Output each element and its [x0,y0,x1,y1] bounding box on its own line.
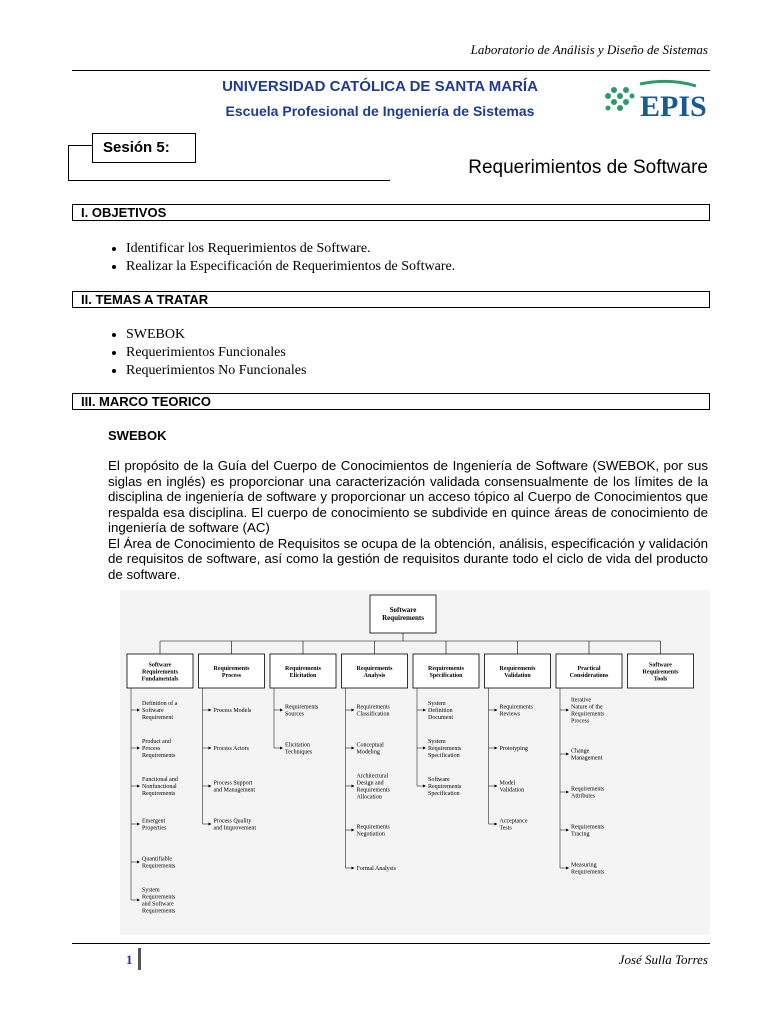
arrow [495,747,498,750]
arrow [352,867,355,870]
session-frame-left [68,145,69,180]
arrow [566,753,569,756]
subtopic-label: System Requirements and Software Requirements [142,887,176,915]
subtopic-label: Formal Analysis [356,866,397,872]
footer-rule [72,943,710,944]
subtopic-label: Model Validation [499,780,525,794]
category-label: Requirements Process [213,666,250,679]
subtopic-label: Product and Process Requirements [142,739,176,759]
page-title: Requerimientos de Software [468,157,708,178]
arrow [495,785,498,788]
subtopic-label: Definition of a Software Requirement [142,701,178,721]
arrow [352,747,355,750]
subtopic-label: Process Actors [213,746,249,752]
subtopic-label: Requirements Classification [356,704,390,718]
session-frame-top [68,145,92,146]
arrow [137,823,140,826]
arrow [137,709,140,712]
subtopic-label: Requirements Reviews [499,704,533,718]
arrow [352,785,355,788]
category-label: Requirements Specification [428,666,464,679]
arrow [566,709,569,712]
page-number: 1 [126,952,133,967]
subtopic-label: Iterative Nature of the Requirements Process [571,697,605,725]
footer-author: José Sulla Torres [618,952,708,967]
list-item: • Requerimientos Funcionales [126,344,306,362]
subtopic-label: Measuring Requirements [571,862,605,876]
arrow [423,709,426,712]
category-label: Requirements Elicitation [285,666,321,679]
section-heading-objetivos: I. OBJETIVOS [72,204,710,221]
running-header: Laboratorio de Análisis y Diseño de Sistemas [470,42,708,57]
subtopic-label: Elicitation Techniques [285,742,313,756]
subtopic-label: Process Models [213,708,252,714]
subtopic-label: Process Support and Management [213,780,255,794]
root-node-label: Software Requirements [382,606,424,622]
category-label: Software Requirements Fundamentals [141,662,179,683]
subtopic-label: Conceptual Modeling [356,742,384,756]
subtopic-label: Prototyping [499,746,528,752]
temas-list [106,326,306,380]
subtopic-label: Requirements Attributes [571,786,605,800]
arrow [209,709,212,712]
swebok-requirements-diagram [120,590,710,935]
paragraph: El propósito de la Guía del Cuerpo de Conocimientos de Ingeniería de Software (SWEBOK, por sus siglas en inglés) es proporcionar una caracterización validada consensualmente de los límites de la disciplina de ingeniería de software y proporcionar un acceso tópico al Cuerpo de Conocimientos que respalda esa disciplina. El cuerpo de conocimiento se subdivide en quince áreas de conocimiento de ingeniería de software (AC) [108,458,708,535]
arrow [352,709,355,712]
arrow [566,791,569,794]
university-name: UNIVERSIDAD CATÓLICA DE SANTA MARÍA [222,78,538,95]
subtopic-label: Requirements Tracing [571,824,605,838]
list-item: • SWEBOK [126,326,306,344]
subtopic-label: Quantifiable Requirements [142,856,176,870]
subsection-heading: SWEBOK [108,428,167,443]
subtopic-label: System Requirements Specification [428,739,462,759]
subtopic-label: Software Requirements Specification [428,777,462,797]
arrow [137,785,140,788]
session-frame-bottom [68,180,390,181]
subtopic-label: Acceptance Tests [499,818,528,832]
epis-logo [600,76,707,128]
list-item: • Identificar los Requerimientos de Software. [126,240,455,258]
category-label: Practical Considerations [569,666,609,679]
category-label: Requirements Analysis [356,666,393,679]
arrow [137,899,140,902]
swebok-paragraphs [108,458,708,582]
subtopic-label: Requirements Sources [285,704,319,718]
subtopic-label: Emergent Properties [142,818,167,832]
section-heading-marco: III. MARCO TEORICO [72,393,710,410]
arrow [280,747,283,750]
arrow [209,823,212,826]
subtopic-label: Requirements Negotiation [356,824,390,838]
subtopic-label: Process Quality and Improvement [213,818,256,832]
arrow [209,747,212,750]
page-number-bar [138,948,141,970]
arrow [495,823,498,826]
subtopic-label: Architectural Design and Requirements Allocation [356,773,390,801]
paragraph: El Área de Conocimiento de Requisitos se ocupa de la obtención, análisis, especificación y validación de requisitos de software, así como la gestión de requisitos durante todo el ciclo de vida del producto de software. [108,535,708,582]
arrow [137,747,140,750]
list-item: • Realizar la Especificación de Requerimientos de Software. [126,258,455,276]
objetivos-list [106,240,455,276]
subtopic-label: Functional and Nonfunctional Requirements [142,777,178,797]
arrow [423,747,426,750]
school-name: Escuela Profesional de Ingeniería de Sistemas [225,103,535,119]
arrow [352,829,355,832]
arrow [423,785,426,788]
arrow [209,785,212,788]
category-label: Requirements Validation [499,666,536,679]
arrow [280,709,283,712]
list-item: • Requerimientos No Funcionales [126,362,306,380]
arrow [566,867,569,870]
category-label: Software Requirements Tools [642,662,679,683]
header-rule [72,70,710,71]
logo-text: EPIS [640,90,707,123]
session-label: Sesión 5: [92,133,196,163]
subtopic-label: Change Management [571,748,603,762]
section-heading-temas: II. TEMAS A TRATAR [72,291,710,308]
subtopic-label: System Definition Document [428,701,453,721]
arrow [137,861,140,864]
arrow [495,709,498,712]
arrow [566,829,569,832]
